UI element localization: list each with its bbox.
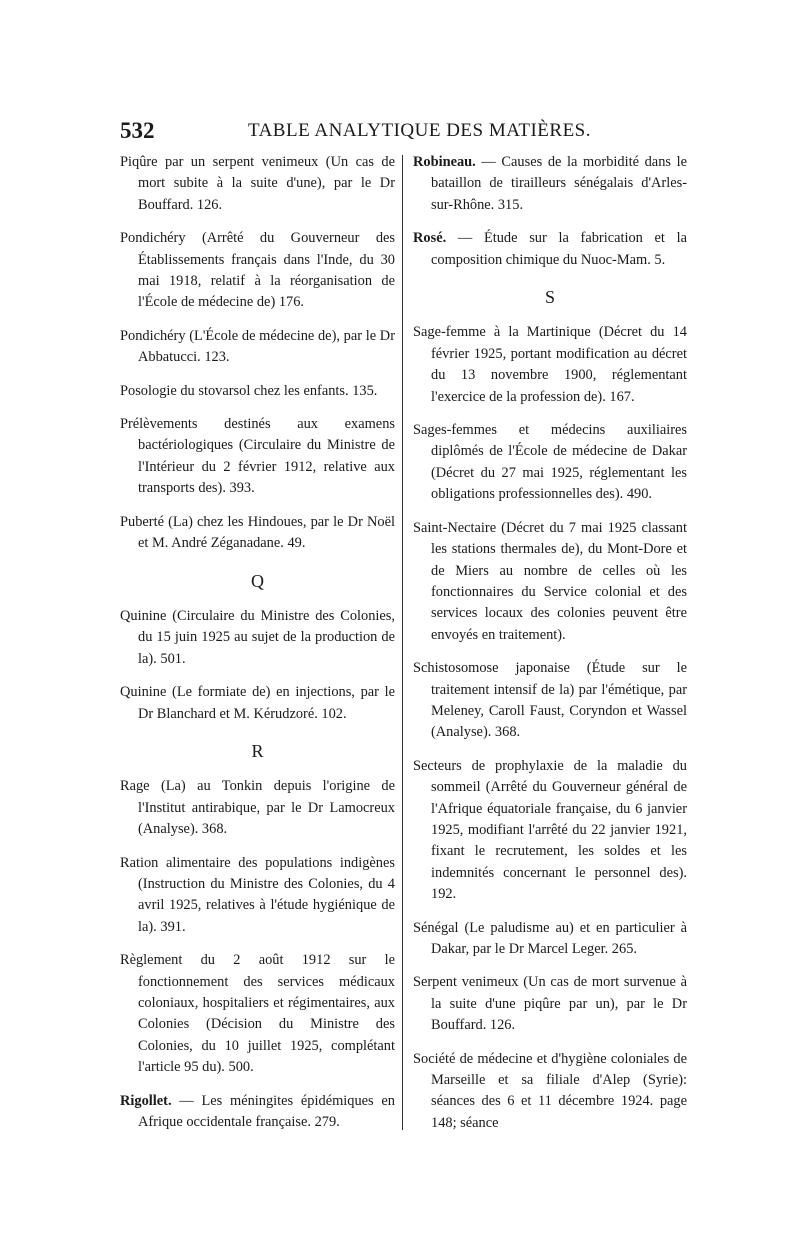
- index-entry: Puberté (La) chez les Hindoues, par le Dr Noël et M. André Zéganadane. 49.: [120, 513, 395, 552]
- right-column: [413, 152, 687, 1146]
- entry-author: Rigollet.: [120, 1092, 172, 1109]
- column-divider: [402, 155, 403, 1130]
- index-entry: [120, 1091, 395, 1134]
- index-entry: Société de médecine et d'hygiène coloniales de Marseille et sa filiale d'Alep (Syrie): séances des 6 et 11 décembre 1924. page 148; séance: [413, 1050, 687, 1131]
- entry-author: Rosé.: [413, 230, 447, 247]
- page-number: 532: [120, 118, 155, 143]
- index-entry: Schistosomose japonaise (Étude sur le traitement intensif de la) par l'émétique, par Meleney, Caroll Faust, Coryndon et Wassel (Analyse). 368.: [413, 660, 687, 741]
- index-entry: Pondichéry (Arrêté du Gouverneur des Établissements français dans l'Inde, du 30 mai 1918, relatif à la réorganisation de l'École de médecine de) 176.: [120, 230, 395, 311]
- section-letter: S: [544, 287, 555, 308]
- index-entry: Piqûre par un serpent venimeux (Un cas de mort subite à la suite d'une), par le Dr Bouffard. 126.: [120, 154, 395, 213]
- index-entry: Serpent venimeux (Un cas de mort survenue à la suite d'une piqûre par un), par le Dr Bouffard. 126.: [413, 974, 687, 1034]
- index-entry: [413, 228, 687, 271]
- index-entry: Saint-Nectaire (Décret du 7 mai 1925 classant les stations thermales de), du Mont-Dore et de Miers au nombre de celles où les fonctionnaires du Service colonial et des services locaux des colonies peuvent être envoyés en traitement).: [413, 519, 687, 643]
- entry-text: — Les méningites épidémiques en Afrique occidentale française. 279.: [138, 1092, 395, 1131]
- index-entry: Sénégal (Le paludisme au) et en particulier à Dakar, par le Dr Marcel Leger. 265.: [413, 919, 687, 957]
- index-entry: Secteurs de prophylaxie de la maladie du sommeil (Arrêté du Gouverneur général de l'Afrique équatoriale française, du 6 janvier 1925, modifiant l'arrêté du 22 janvier 1921, fixant le recrutement, les soldes et les indemnités concernant le personnel des). 192.: [413, 757, 687, 903]
- index-entry: Posologie du stovarsol chez les enfants. 135.: [120, 382, 378, 399]
- left-column: [120, 152, 395, 1145]
- entry-text: — Causes de la morbidité dans le bataillon de tirailleurs sénégalais d'Arles-sur-Rhône. 315.: [431, 154, 687, 213]
- index-entry: [413, 152, 687, 216]
- index-entry: Ration alimentaire des populations indigènes (Instruction du Ministre des Colonies, du 4 avril 1925, relatives à l'étude hygiénique de la). 391.: [120, 854, 395, 935]
- index-entry: Règlement du 2 août 1912 sur le fonctionnement des services médicaux coloniaux, hospitaliers et régimentaires, aux Colonies (Décision du Ministre des Colonies, du 10 juillet 1925, complétant l'article 95 du). 500.: [120, 952, 395, 1076]
- running-title: TABLE ANALYTIQUE DES MATIÈRES.: [248, 120, 592, 141]
- section-letter: R: [251, 740, 264, 761]
- index-entry: Pondichéry (L'École de médecine de), par le Dr Abbatucci. 123.: [120, 327, 395, 366]
- index-entry: Sage-femme à la Martinique (Décret du 14 février 1925, portant modification au décret du 13 novembre 1900, réglementant l'exercice de la profession de). 167.: [413, 324, 687, 405]
- entry-text: — Étude sur la fabrication et la composition chimique du Nuoc-Mam. 5.: [431, 230, 687, 268]
- index-entry: Rage (La) au Tonkin depuis l'origine de l'Institut antirabique, par le Dr Lamocreux (Analyse). 368.: [120, 778, 395, 838]
- section-letter: Q: [251, 570, 264, 591]
- page-header: [120, 112, 690, 152]
- index-entry: Sages-femmes et médecins auxiliaires diplômés de l'École de médecine de Dakar (Décret du 27 mai 1925, réglementant les obligations professionnelles des). 490.: [413, 422, 687, 503]
- index-entry: Quinine (Le formiate de) en injections, par le Dr Blanchard et M. Kérudzoré. 102.: [120, 684, 395, 722]
- index-entry: Prélèvements destinés aux examens bactériologiques (Circulaire du Ministre de l'Intérieur du 2 février 1912, relative aux transports des). 393.: [120, 416, 395, 497]
- index-entry: Quinine (Circulaire du Ministre des Colonies, du 15 juin 1925 au sujet de la production de la). 501.: [120, 607, 395, 667]
- entry-author: Robineau.: [413, 154, 476, 170]
